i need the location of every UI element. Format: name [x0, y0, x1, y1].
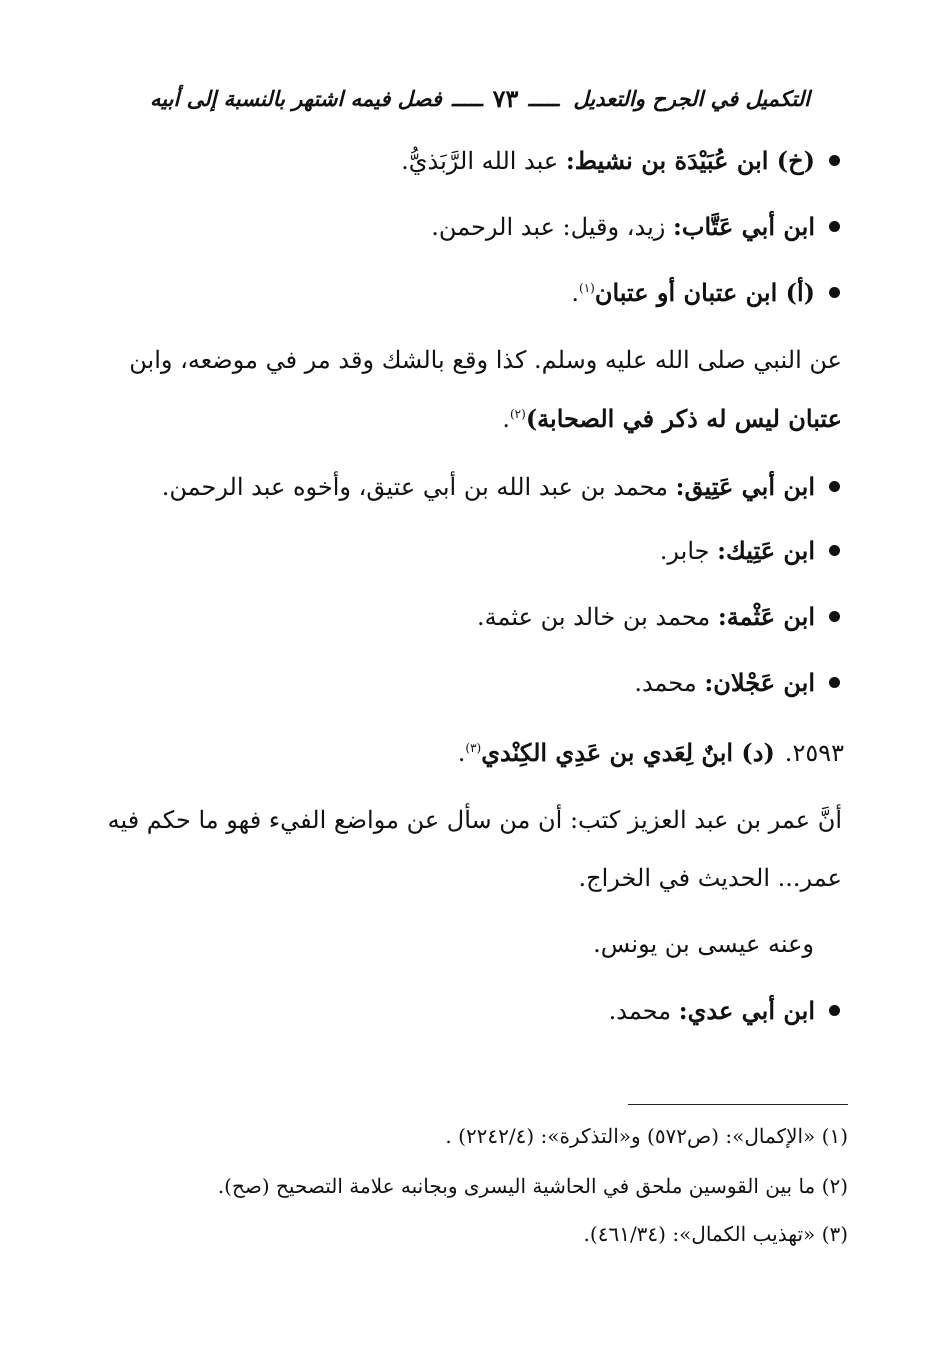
footnote-2: (٢) ما بين القوسين ملحق في الحاشية اليسرى وبجانبه علامة التصحيح (صح). — [217, 1174, 848, 1198]
entry-ibn-atik — [660, 536, 840, 565]
entry-head: ابن عَثْمة: — [717, 602, 815, 631]
footnote-1: (١) «الإكمال»: (ص٥٧٢) و«التذكرة»: (٢٢٤٢/٤) . — [445, 1124, 848, 1148]
entry-head: ابن أبي عَتِيق: — [675, 472, 815, 501]
bullet-icon — [829, 611, 840, 622]
paragraph-line: عمر... الحديث في الخراج. — [578, 864, 842, 892]
entry-body: محمد. — [608, 997, 679, 1025]
paragraph-line: وعنه عيسى بن يونس. — [593, 930, 814, 958]
entry-body: محمد بن خالد بن عثمة. — [477, 603, 718, 631]
entry-ibn-ubayda — [401, 146, 840, 175]
entry-body: زيد، وقيل: عبد الرحمن. — [431, 213, 673, 241]
numbered-entry-2593 — [458, 738, 844, 767]
entry-ibn-ajlan — [634, 668, 840, 697]
entry-body: جابر. — [659, 537, 718, 565]
entry-body: محمد بن عبد الله بن أبي عتيق، وأخوه عبد الرحمن. — [161, 473, 676, 501]
entry-ibn-abi-attab — [431, 212, 840, 241]
bullet-icon — [829, 677, 840, 688]
bullet-icon — [829, 481, 840, 492]
paragraph-line: أنَّ عمر بن عبد العزيز كتب: أن من سأل عن مواضع الفيء فهو ما حكم فيه — [107, 806, 842, 834]
bullet-icon — [829, 287, 840, 298]
entry-body: . — [571, 279, 579, 307]
header-dash-2: ـــــ — [451, 85, 483, 111]
entry-body: عبد الله الرَّبَذيُّ. — [401, 147, 566, 175]
entry-head: ابن أبي عدي: — [678, 996, 815, 1025]
entry-ibn-abi-adi — [609, 996, 840, 1025]
entry-head: (د) ابنٌ لِعَدي بن عَدِي الكِنْدي — [481, 738, 775, 767]
page-number: ٧٣ — [492, 83, 519, 113]
entry-head: ابن عَتِيك: — [717, 536, 815, 565]
paragraph-line: عن النبي صلى الله عليه وسلم. كذا وقع بالشك وقد مر في موضعه، وابن — [129, 346, 842, 374]
entry-head: ابن عَجْلان: — [704, 668, 815, 697]
bullet-icon — [829, 155, 840, 166]
bullet-icon — [829, 1005, 840, 1016]
entry-head: ابن أبي عَتَّاب: — [672, 212, 815, 241]
entry-head: (أ) ابن عتبان أو عتبان — [594, 278, 815, 307]
entry-end: . — [457, 739, 466, 767]
bullet-icon — [829, 545, 840, 556]
footnote-ref: (٢) — [509, 407, 526, 421]
header-dash: ـــــ — [528, 85, 560, 111]
footnote-ref: (١) — [579, 281, 595, 295]
section-title: فصل فيمه اشتهر بالنسبة إلى أبيه — [150, 85, 442, 111]
footnote-3: (٣) «تهذيب الكمال»: (٤٦١/٣٤). — [583, 1222, 848, 1246]
footnote-ref: (٣) — [465, 741, 482, 755]
entry-number: ٢٥٩٣. — [784, 738, 844, 767]
running-header — [150, 78, 810, 118]
book-title: التكميل في الجرح والتعديل — [573, 85, 810, 111]
entry-head: (خ) ابن عُبَيْدَة بن نشيط: — [565, 146, 815, 175]
bullet-icon — [829, 221, 840, 232]
entry-body: محمد. — [634, 669, 705, 697]
footnote-separator — [628, 1104, 848, 1105]
paragraph-text: عتبان ليس له ذكر في الصحابة) — [525, 404, 842, 433]
paragraph-end: . — [502, 405, 510, 433]
header-left — [150, 84, 559, 113]
entry-ibn-athma — [477, 602, 840, 631]
entry-ibn-utban — [571, 278, 840, 307]
paragraph-line — [502, 404, 842, 433]
entry-ibn-abi-atiq — [162, 472, 840, 501]
